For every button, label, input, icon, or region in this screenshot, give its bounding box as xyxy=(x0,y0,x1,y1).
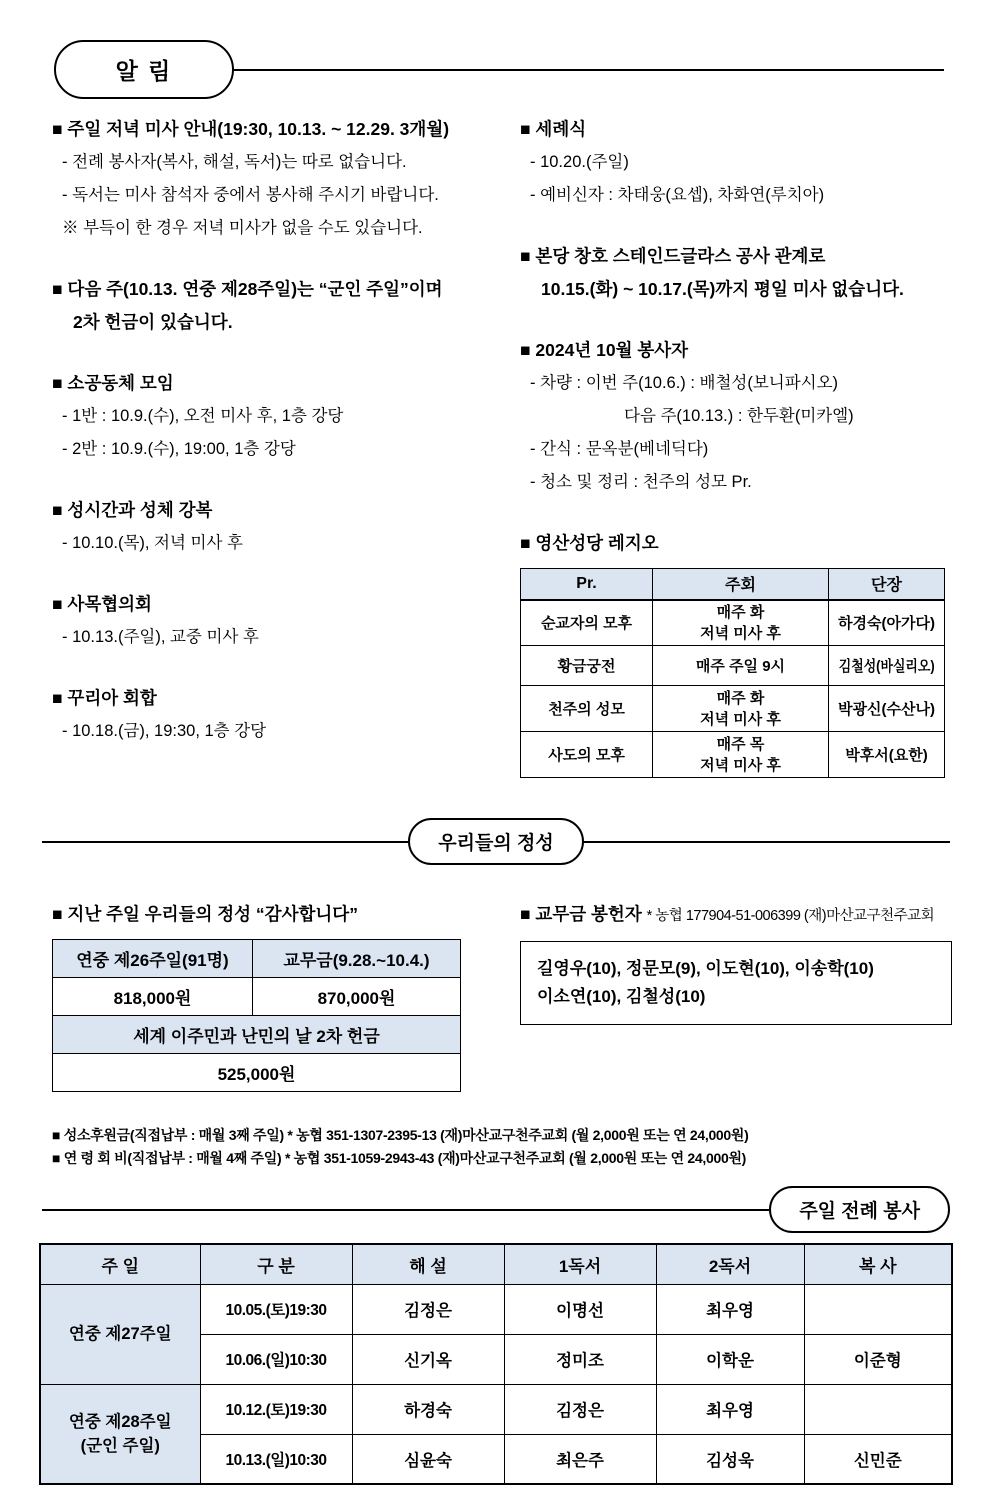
notice-line: - 10.20.(주일) xyxy=(530,153,629,171)
schedule-commentator: 하경숙 xyxy=(352,1384,504,1434)
notice-item-evening-mass xyxy=(52,113,504,245)
footnote-purgatory-fee: ■ 연 령 회 비(직접납부 : 매월 4째 주일) * 농협 351-1059-2943-43 (재)마산교구천주교회 (월 2,000원 또는 연 24,000원) xyxy=(52,1150,747,1166)
schedule-divider xyxy=(42,1186,950,1233)
schedule-reader1: 최은주 xyxy=(504,1434,656,1484)
schedule-server xyxy=(804,1284,952,1334)
notice-title: ■ 세례식 xyxy=(520,119,587,139)
notice-line: 다음 주(10.13.) : 한두환(미카엘) xyxy=(624,407,854,425)
legio-row xyxy=(521,600,945,646)
legio-meeting-line1: 매주 화 xyxy=(716,689,765,707)
offering-columns xyxy=(0,899,992,1092)
notice-title: ■ 소공동체 모임 xyxy=(52,373,174,393)
offering-special-header: 세계 이주민과 난민의 날 2차 헌금 xyxy=(53,1016,461,1054)
notice-title: ■ 꾸리아 회합 xyxy=(52,688,157,708)
schedule-group-label: 연중 제28주일 xyxy=(68,1412,172,1431)
schedule-reader1: 정미조 xyxy=(504,1334,656,1384)
notice-item-stained-glass xyxy=(520,240,948,306)
legio-header-row xyxy=(521,569,945,600)
legio-col-meeting: 주회 xyxy=(653,569,829,600)
legio-row xyxy=(521,646,945,686)
notice-title: ■ 다음 주(10.13. 연중 제28주일)는 “군인 주일”이며 xyxy=(52,279,443,299)
notice-line: - 2반 : 10.9.(수), 19:00, 1층 강당 xyxy=(62,440,296,458)
schedule-section-title: 주일 전례 봉사 xyxy=(769,1186,950,1233)
schedule-reader2: 최우영 xyxy=(656,1284,804,1334)
legio-meeting xyxy=(653,600,829,646)
donors-box xyxy=(520,941,952,1025)
legio-col-leader: 단장 xyxy=(829,569,945,600)
legio-pr-name: 사도의 모후 xyxy=(521,732,653,778)
notice-line: - 1반 : 10.9.(수), 오전 미사 후, 1층 강당 xyxy=(62,407,344,425)
notice-columns xyxy=(0,113,992,796)
offering-divider-rule-left xyxy=(42,841,408,843)
offering-sunday-amount: 818,000원 xyxy=(53,978,253,1016)
notice-title-cont: 10.15.(화) ~ 10.17.(목)까지 평일 미사 없습니다. xyxy=(541,279,904,299)
notice-item-small-community xyxy=(52,367,504,466)
legio-table xyxy=(520,568,945,778)
legio-meeting xyxy=(653,686,829,732)
notice-column-right xyxy=(504,113,948,796)
schedule-reader2: 최우영 xyxy=(656,1384,804,1434)
legio-meeting-line2: 저녁 미사 후 xyxy=(700,710,781,728)
notice-title: ■ 성시간과 성체 강복 xyxy=(52,500,213,520)
schedule-commentator: 신기옥 xyxy=(352,1334,504,1384)
offering-divider xyxy=(42,818,950,865)
schedule-server: 이준형 xyxy=(804,1334,952,1384)
notice-header-rule xyxy=(234,69,944,71)
notice-line: - 예비신자 : 차태웅(요셉), 차화연(루치아) xyxy=(530,186,825,204)
footnote-vocation-fund: ■ 성소후원금(직접납부 : 매월 3째 주일) * 농협 351-1307-2395-13 (재)마산교구천주교회 (월 2,000원 또는 연 24,000원) xyxy=(52,1127,749,1143)
donors-title-line xyxy=(520,899,952,931)
schedule-col-reading2: 2독서 xyxy=(656,1244,804,1284)
offering-divider-rule-right xyxy=(584,841,950,843)
legio-meeting-line1: 매주 화 xyxy=(716,603,765,621)
legio-col-pr: Pr. xyxy=(521,569,653,600)
schedule-reader1: 이명선 xyxy=(504,1284,656,1334)
notice-header-row xyxy=(0,0,992,99)
legio-meeting-line1: 매주 목 xyxy=(716,735,765,753)
notice-item-military-sunday xyxy=(52,273,504,339)
schedule-group-sublabel: (군인 주일) xyxy=(80,1436,160,1455)
schedule-reader1: 김정은 xyxy=(504,1384,656,1434)
offering-dues-amount: 870,000원 xyxy=(253,978,461,1016)
schedule-row xyxy=(40,1384,952,1434)
notice-title: ■ 영산성당 레지오 xyxy=(520,533,659,553)
offering-title: ■ 지난 주일 우리들의 정성 “감사합니다” xyxy=(52,904,358,924)
notice-line: - 10.18.(금), 19:30, 1층 강당 xyxy=(62,722,267,740)
notice-line: - 10.13.(주일), 교중 미사 후 xyxy=(62,628,259,646)
notice-item-pastoral-council xyxy=(52,588,504,654)
offering-value-row xyxy=(53,978,461,1016)
notice-line: - 독서는 미사 참석자 중에서 봉사해 주시기 바랍니다. xyxy=(62,186,439,204)
notice-line: ※ 부득이 한 경우 저녁 미사가 없을 수도 있습니다. xyxy=(62,219,423,237)
notice-title: ■ 본당 창호 스테인드글라스 공사 관계로 xyxy=(520,246,826,266)
schedule-commentator: 김정은 xyxy=(352,1284,504,1334)
schedule-commentator: 심윤숙 xyxy=(352,1434,504,1484)
legio-row xyxy=(521,686,945,732)
donors-title: ■ 교무금 봉헌자 xyxy=(520,904,642,924)
notice-line: - 전례 봉사자(복사, 해설, 독서)는 따로 없습니다. xyxy=(62,153,407,171)
notice-column-left xyxy=(52,113,504,796)
schedule-col-reading1: 1독서 xyxy=(504,1244,656,1284)
notice-title-cont: 2차 헌금이 있습니다. xyxy=(73,312,233,332)
schedule-time: 10.13.(일)10:30 xyxy=(200,1434,352,1484)
schedule-table xyxy=(39,1243,953,1485)
schedule-group-week28 xyxy=(40,1384,200,1484)
legio-leader-text: 김철성(바실리오) xyxy=(838,658,935,675)
legio-pr-name: 황금궁전 xyxy=(521,646,653,686)
legio-leader xyxy=(829,646,945,686)
schedule-time: 10.12.(토)19:30 xyxy=(200,1384,352,1434)
notice-line: - 10.10.(목), 저녁 미사 후 xyxy=(62,534,243,552)
legio-row xyxy=(521,732,945,778)
notice-item-baptism xyxy=(520,113,948,212)
schedule-group-label: 연중 제27주일 xyxy=(68,1325,172,1343)
legio-pr-name: 천주의 성모 xyxy=(521,686,653,732)
notice-line: - 청소 및 정리 : 천주의 성모 Pr. xyxy=(530,473,752,491)
notice-item-legio xyxy=(520,527,948,778)
footnotes xyxy=(52,1124,952,1170)
legio-meeting xyxy=(653,732,829,778)
schedule-group-week27 xyxy=(40,1284,200,1384)
schedule-col-server: 복 사 xyxy=(804,1244,952,1284)
notice-item-october-volunteers xyxy=(520,334,948,499)
offering-table xyxy=(52,939,461,1092)
schedule-row xyxy=(40,1284,952,1334)
notice-line: - 차량 : 이번 주(10.6.) : 배철성(보니파시오) xyxy=(530,374,839,392)
notice-title: ■ 주일 저녁 미사 안내(19:30, 10.13. ~ 12.29. 3개월) xyxy=(52,119,450,139)
legio-pr-name: 순교자의 모후 xyxy=(521,600,653,646)
donors-line: 이소연(10), 김철성(10) xyxy=(537,987,706,1006)
offering-header-row xyxy=(53,940,461,978)
schedule-reader2: 김성욱 xyxy=(656,1434,804,1484)
legio-leader: 박후서(요한) xyxy=(829,732,945,778)
notice-title: ■ 2024년 10월 봉사자 xyxy=(520,340,689,360)
legio-meeting-line2: 저녁 미사 후 xyxy=(700,756,781,774)
offering-dues-header: 교무금(9.28.~10.4.) xyxy=(253,940,461,978)
donors-account-note: * 농협 177904-51-006399 (재)마산교구천주교회 xyxy=(646,908,935,924)
schedule-reader2: 이학운 xyxy=(656,1334,804,1384)
notice-item-holy-hour xyxy=(52,494,504,560)
offering-special-value-row xyxy=(53,1054,461,1092)
legio-meeting: 매주 주일 9시 xyxy=(653,646,829,686)
notice-line: - 간식 : 문옥분(베네딕다) xyxy=(530,440,709,458)
donors-line: 길영우(10), 정문모(9), 이도현(10), 이송학(10) xyxy=(537,959,874,978)
offering-right xyxy=(504,899,952,1092)
offering-special-amount: 525,000원 xyxy=(53,1054,461,1092)
schedule-col-division: 구 분 xyxy=(200,1244,352,1284)
offering-special-header-row xyxy=(53,1016,461,1054)
schedule-col-sunday: 주 일 xyxy=(40,1244,200,1284)
notice-title: ■ 사목협의회 xyxy=(52,594,152,614)
schedule-col-commentator: 해 설 xyxy=(352,1244,504,1284)
legio-leader: 하경숙(아가다) xyxy=(829,600,945,646)
legio-leader: 박광신(수산나) xyxy=(829,686,945,732)
schedule-time: 10.06.(일)10:30 xyxy=(200,1334,352,1384)
legio-meeting-line2: 저녁 미사 후 xyxy=(700,624,781,642)
notice-section-title: 알 림 xyxy=(54,40,234,99)
schedule-time: 10.05.(토)19:30 xyxy=(200,1284,352,1334)
schedule-header-row xyxy=(40,1244,952,1284)
offering-left xyxy=(52,899,504,1092)
schedule-server xyxy=(804,1384,952,1434)
notice-item-curia-meeting xyxy=(52,682,504,748)
offering-sunday-header: 연중 제26주일(91명) xyxy=(53,940,253,978)
schedule-divider-rule xyxy=(42,1209,769,1211)
offering-section-title: 우리들의 정성 xyxy=(408,818,583,865)
schedule-server: 신민준 xyxy=(804,1434,952,1484)
